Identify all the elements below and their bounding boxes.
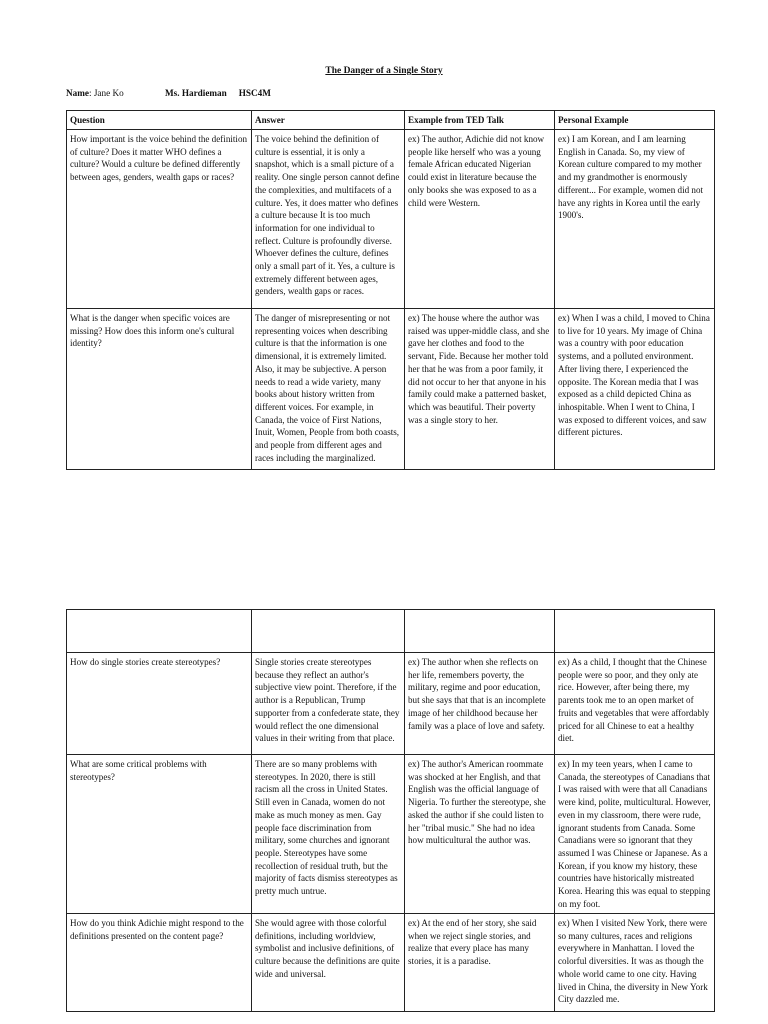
table-row [67,653,715,755]
empty-header-cell [555,610,715,653]
header-personal-example: Personal Example [555,111,715,130]
name-label: Name [66,88,89,98]
personal-example-cell: ex) I am Korean, and I am learning English in Canada. So, my view of Korean culture compared to my mother and my grandmother is enormously different... For example, women did not have any rights in Korea until the early 1900's. [555,130,715,309]
ted-example-cell: ex) The author when she reflects on her life, remembers poverty, the military, regime and poor education, but she says that that is an incomplete image of her childhood because her family was a place of love and safety. [405,653,555,755]
empty-header-cell [405,610,555,653]
table-row [67,914,715,1012]
ted-example-cell: ex) The author's American roommate was shocked at her English, and that English was the official language of Nigeria. To further the stereotype, she asked the author if she could listen to her "tribal music." She had no idea how multicultural the author was. [405,755,555,914]
empty-header-cell [252,610,405,653]
header-answer: Answer [252,111,405,130]
teacher-course [165,87,271,100]
name-line [66,87,271,100]
questions-table-2 [66,609,715,1012]
teacher-name: Ms. Hardieman [165,88,227,98]
answer-cell: There are so many problems with stereotypes. In 2020, there is still racism all the cross in United States. Still even in Canada, women do not make as much money as men. Gay people face discrimination from military, some churches and ignorant people. Stereotypes have some recollection of residual truth, but the majority of facts dismiss stereotypes as pretty much untrue. [252,755,405,914]
question-cell: How do you think Adichie might respond to the definitions presented on the content page? [67,914,252,1012]
table-header-row [67,610,715,653]
table-row [67,309,715,470]
answer-cell: She would agree with those colorful definitions, including worldview, symbolist and inclusive definitions, of culture because the definitions are quite wide and universal. [252,914,405,1012]
personal-example-cell: ex) As a child, I thought that the Chinese people were so poor, and they only ate rice. However, after being there, my parents took me to an open market of fruits and vegetables that were affordably priced for all Chinese to eat a healthy diet. [555,653,715,755]
personal-example-cell: ex) In my teen years, when I came to Canada, the stereotypes of Canadians that I was raised with were that all Canadians were kind, polite, multicultural. However, even in my classroom, there were rude, ignorant students from Canada. Some Canadians were so ignorant that they assumed I was Chinese or Japanese. As a Korean, if you know my history, these countries have historically mistreated Korea. Hearing this was equal to stepping on my foot. [555,755,715,914]
answer-cell: The danger of misrepresenting or not representing voices when describing culture is that the information is one dimensional, it is extremely limited. Also, it may be subjective. A person needs to read a wide variety, many books about history written from different voices. For example, in Canada, the voice of First Nations, Inuit, Women, People from both coasts, and people from different ages and races including the marginalized. [252,309,405,470]
course-code: HSC4M [238,88,271,98]
header-question: Question [67,111,252,130]
personal-example-cell: ex) When I visited New York, there were so many cultures, races and religions everywhere in Manhattan. I loved the colorful diversities. It was as though the whole world came to one city. Having lived in China, the diversity in New York City dazzled me. [555,914,715,1012]
question-cell: How important is the voice behind the definition of culture? Does it matter WHO defines a culture? Would a culture be defined differently between ages, genders, wealth gaps or races? [67,130,252,309]
answer-cell: The voice behind the definition of culture is essential, it is only a snapshot, which is a small picture of a reality. One single person cannot define the complexities, and multifacets of a culture. Yes, it does matter who defines a culture because It is too much information for one individual to reflect. Culture is profoundly diverse. Whoever defines the culture, defines only a small part of it. Yes, a culture is extremely different between ages, genders, wealth gaps or races. [252,130,405,309]
questions-table-1 [66,110,715,470]
header-ted-example: Example from TED Talk [405,111,555,130]
empty-header-cell [67,610,252,653]
question-cell: What are some critical problems with stereotypes? [67,755,252,914]
table-row [67,130,715,309]
ted-example-cell: ex) The house where the author was raised was upper-middle class, and she gave her clothes and food to the servant, Fide. Because her mother told her that he was from a poor family, it did not occur to her that anyone in his family could make a patterned basket, which was beautiful. Their poverty was a single story to her. [405,309,555,470]
table-row [67,755,715,914]
answer-cell: Single stories create stereotypes because they reflect an author's subjective view point. Therefore, if the author is a Republican, Trump supporter from a confederate state, they would reflect the one dimensional values in their writing from that place. [252,653,405,755]
question-cell: What is the danger when specific voices are missing? How does this inform one's cultural identity? [67,309,252,470]
personal-example-cell: ex) When I was a child, I moved to China to live for 10 years. My image of China was a country with poor education systems, and a polluted environment. After living there, I experienced the opposite. The Korean media that I was exposed as a child depicted China as inhospitable. When I went to China, I was exposed to different voices, and saw different pictures. [555,309,715,470]
ted-example-cell: ex) At the end of her story, she said when we reject single stories, and realize that every place has many stories, it is a paradise. [405,914,555,1012]
table-header-row [67,111,715,130]
question-cell: How do single stories create stereotypes? [67,653,252,755]
student-name: : Jane Ko [88,88,124,98]
document-title: The Danger of a Single Story [325,66,443,76]
ted-example-cell: ex) The author, Adichie did not know people like herself who was a young female African educated Nigerian could exist in literature because the only books she was exposed to as a child were Western. [405,130,555,309]
